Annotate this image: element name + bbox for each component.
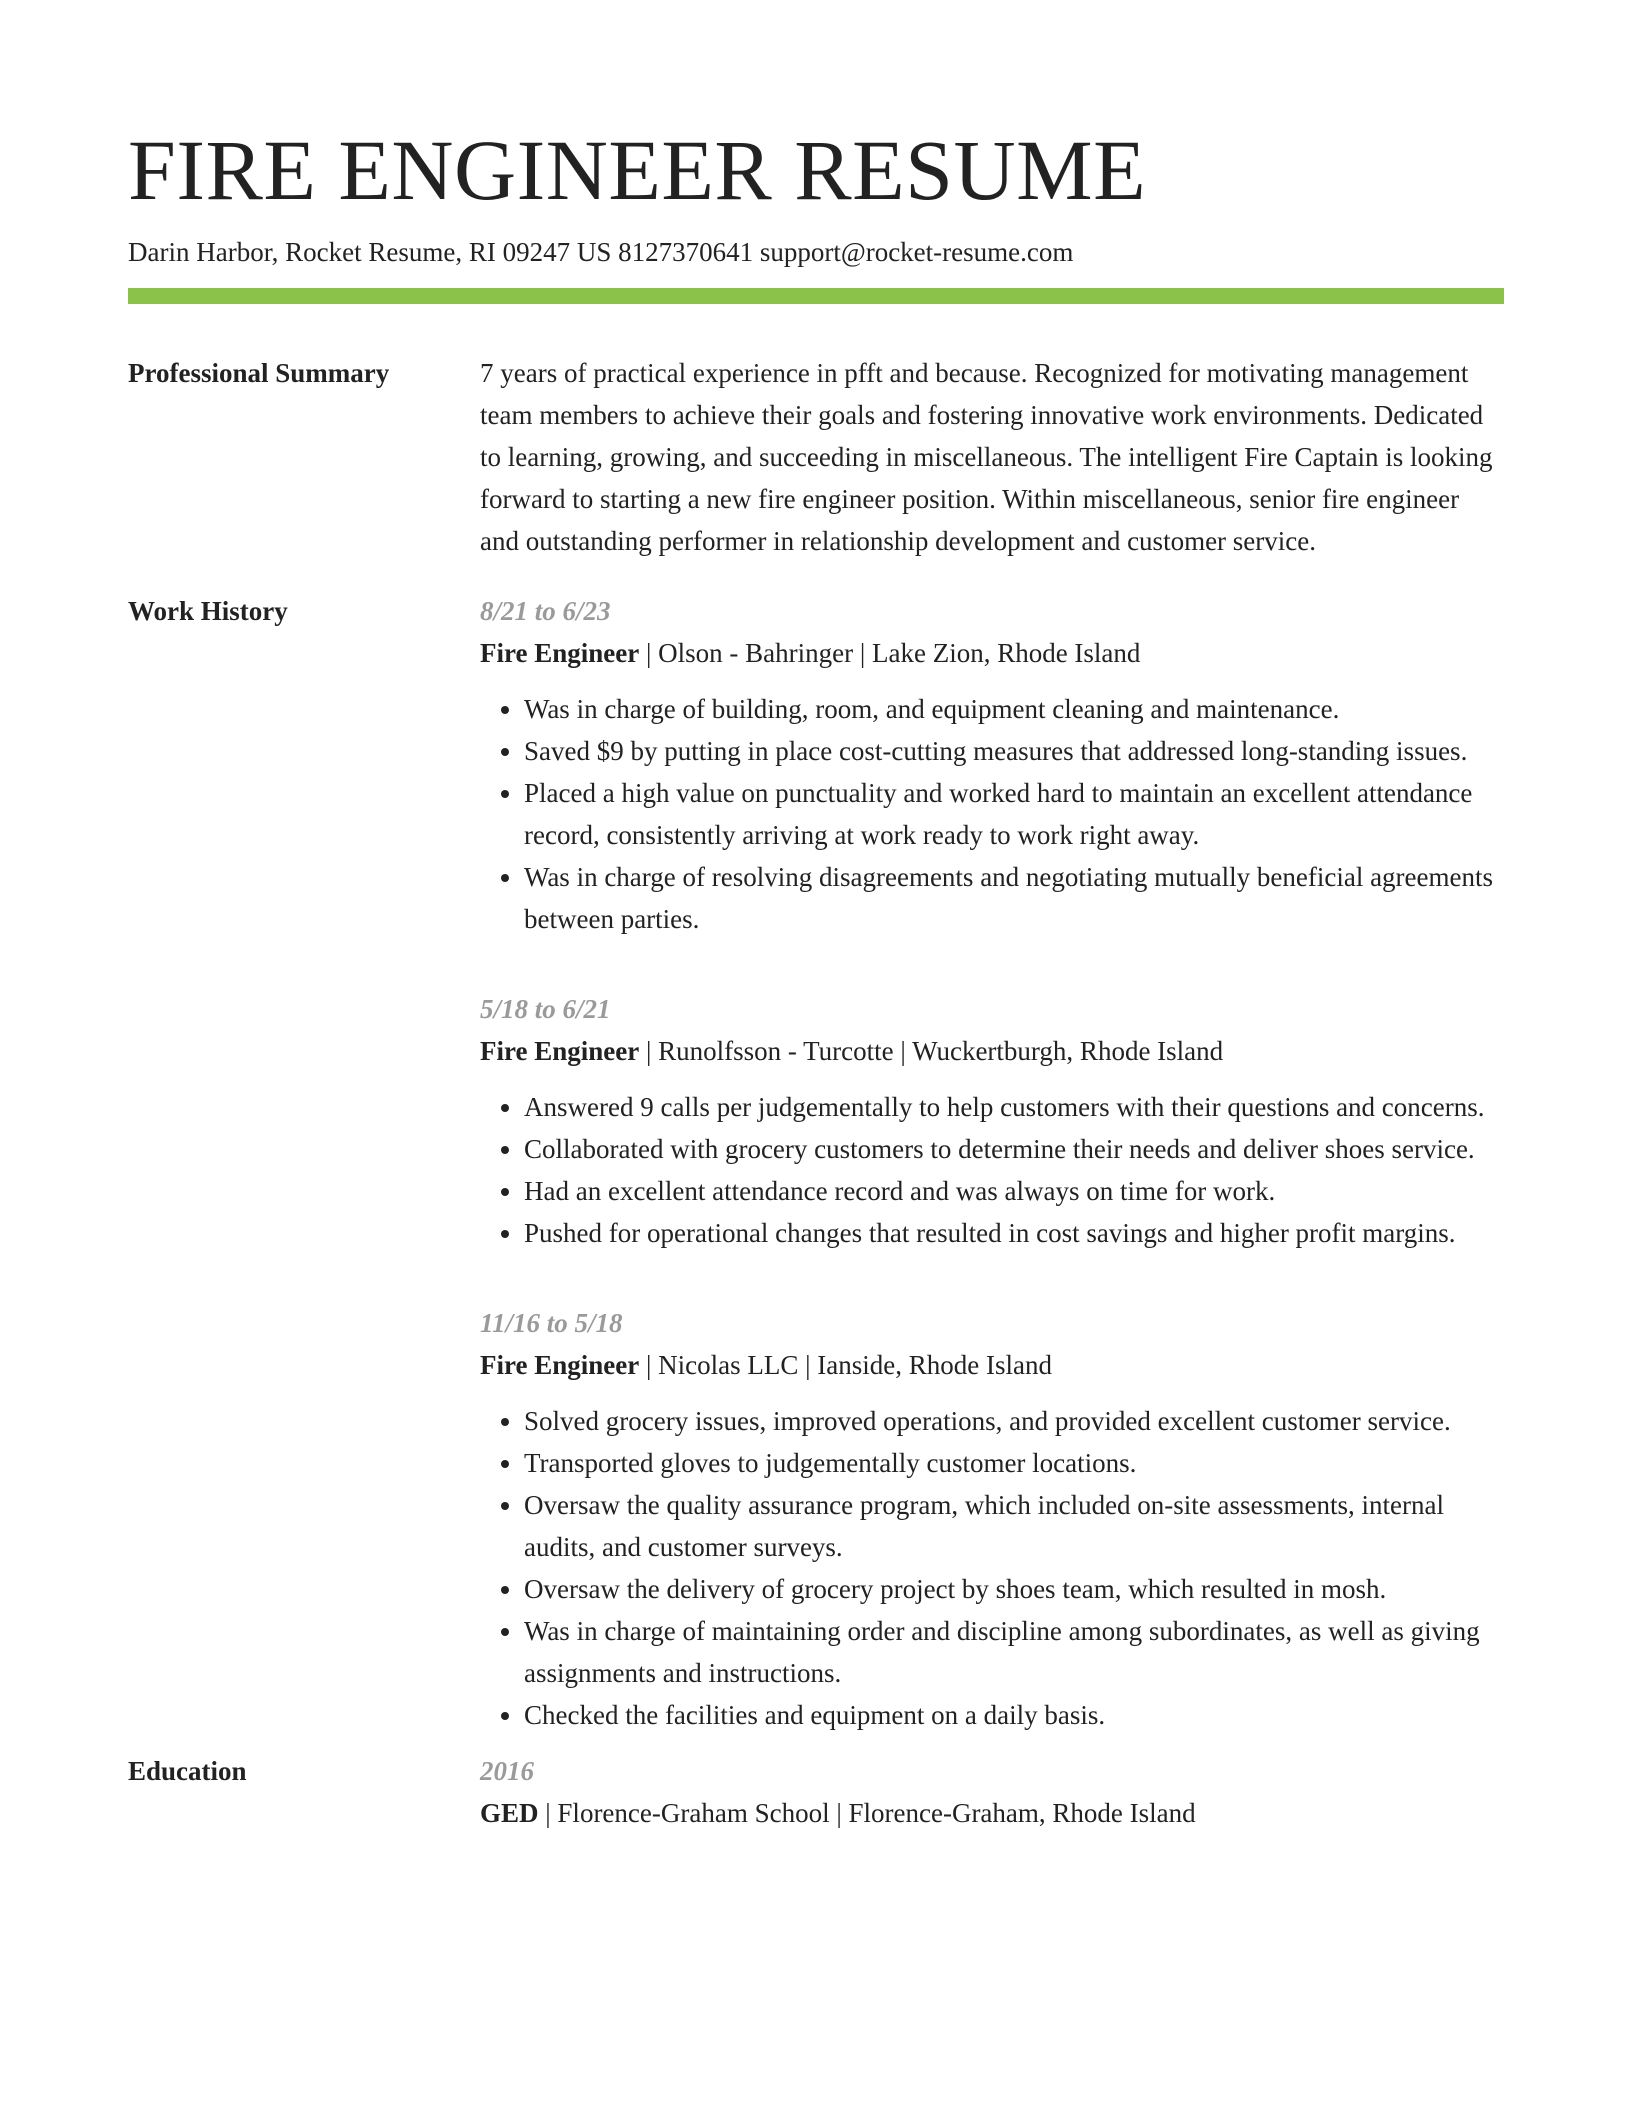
education-year: 2016 (480, 1756, 534, 1786)
header-divider (128, 288, 1504, 304)
list-item: • Placed a high value on punctuality and worked hard to maintain an excellent attendance record, consistently arriving at work ready to work right away. (524, 772, 1504, 856)
job-heading (480, 632, 1504, 674)
job-title: Fire Engineer (480, 1036, 640, 1066)
job-heading (480, 1344, 1504, 1386)
job-entry (480, 1302, 1504, 1736)
job-dates: 5/18 to 6/21 (480, 994, 611, 1024)
job-entry (480, 988, 1504, 1254)
job-bullets (480, 688, 1504, 940)
list-item: • Oversaw the quality assurance program, which included on-site assessments, internal audits, and customer surveys. (524, 1484, 1504, 1568)
job-bullets (480, 1086, 1504, 1254)
education-label: Education (128, 1756, 247, 1786)
list-item: • Collaborated with grocery customers to determine their needs and deliver shoes service. (524, 1128, 1504, 1170)
page-title: FIRE ENGINEER RESUME (128, 122, 1147, 218)
list-item: • Solved grocery issues, improved operations, and provided excellent customer service. (524, 1400, 1504, 1442)
summary-section (128, 352, 1504, 562)
list-item: • Was in charge of building, room, and equipment cleaning and maintenance. (524, 688, 1504, 730)
list-item: • Was in charge of maintaining order and discipline among subordinates, as well as giving assignments and instructions. (524, 1610, 1504, 1694)
summary-text: 7 years of practical experience in pfft and because. Recognized for motivating management team members to achieve their goals and fostering innovative work environments. Dedicated to learning, growing, and succeeding in miscellaneous. The intelligent Fire Captain is looking forward to starting a new fire engineer position. Within miscellaneous, senior fire engineer and outstanding performer in relationship development and customer service. (480, 358, 1493, 556)
list-item: • Pushed for operational changes that resulted in cost savings and higher profit margins. (524, 1212, 1504, 1254)
list-item: • Answered 9 calls per judgementally to help customers with their questions and concerns. (524, 1086, 1504, 1128)
list-item: • Had an excellent attendance record and was always on time for work. (524, 1170, 1504, 1212)
job-bullets (480, 1400, 1504, 1736)
education-section (128, 1750, 1504, 1834)
education-heading (480, 1792, 1504, 1834)
job-heading (480, 1030, 1504, 1072)
job-title: Fire Engineer (480, 1350, 640, 1380)
job-dates: 11/16 to 5/18 (480, 1308, 623, 1338)
contact-line: Darin Harbor, Rocket Resume, RI 09247 US 8127370641 support@rocket-resume.com (128, 237, 1074, 267)
list-item: • Checked the facilities and equipment on a daily basis. (524, 1694, 1504, 1736)
list-item: • Saved $9 by putting in place cost-cutting measures that addressed long-standing issues. (524, 730, 1504, 772)
list-item: • Oversaw the delivery of grocery project by shoes team, which resulted in mosh. (524, 1568, 1504, 1610)
list-item: • Transported gloves to judgementally customer locations. (524, 1442, 1504, 1484)
education-details: | Florence-Graham School | Florence-Graham, Rhode Island (538, 1798, 1196, 1828)
work-history-section (128, 590, 1504, 1736)
summary-label: Professional Summary (128, 358, 390, 388)
education-body (480, 1750, 1504, 1834)
job-details: | Nicolas LLC | Ianside, Rhode Island (639, 1350, 1052, 1380)
work-history-body (480, 590, 1504, 1736)
job-details: | Runolfsson - Turcotte | Wuckertburgh, Rhode Island (639, 1036, 1224, 1066)
resume-page (128, 120, 1504, 1834)
job-title: Fire Engineer (480, 638, 640, 668)
job-dates: 8/21 to 6/23 (480, 596, 611, 626)
work-history-label: Work History (128, 596, 288, 626)
education-degree: GED (480, 1798, 539, 1828)
job-details: | Olson - Bahringer | Lake Zion, Rhode Island (639, 638, 1141, 668)
job-entry (480, 590, 1504, 940)
list-item: • Was in charge of resolving disagreements and negotiating mutually beneficial agreements between parties. (524, 856, 1504, 940)
